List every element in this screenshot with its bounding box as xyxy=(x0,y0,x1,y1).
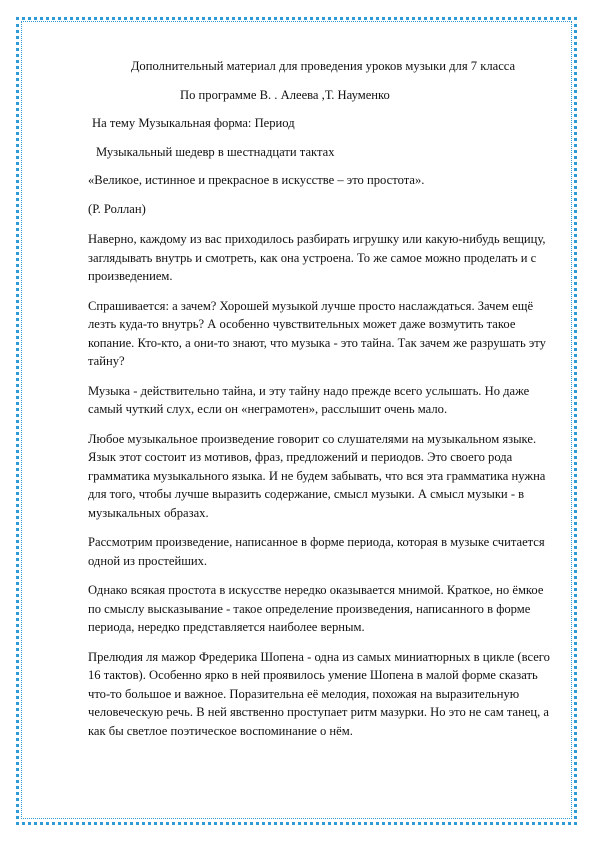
epigraph-author: (Р. Роллан) xyxy=(88,201,146,216)
document-title: Дополнительный материал для проведения уроков музыки для 7 класса xyxy=(130,59,516,73)
paragraph-1: Наверно, каждому из вас приходилось разбирать игрушку или какую-нибудь вещицу, заглядывать внутрь и смотреть, как она устроена. То же самое можно проделать и с произведением. xyxy=(88,232,546,283)
paragraph-3: Музыка - действительно тайна, и эту тайну надо прежде всего услышать. Но даже самый чуткий слух, если он «неграмотен», расслышит очень мало. xyxy=(88,383,530,416)
paragraph-6: Однако всякая простота в искусстве нередко оказывается мнимой. Краткое, но ёмкое по смыслу высказывание - такое определение произведения, написанного в форме периода, нередко представляется наиболее верным. xyxy=(88,583,544,634)
paragraph-7: Прелюдия ля мажор Фредерика Шопена - одна из самых миниатюрных в цикле (всего 16 тактов). Особенно ярко в ней проявилось умение Шопена в малой форме сказать что-то большое и важное. Поразительна её мелодия, похожая на выразительную человеческую речь. В ней явственно проступает ритм мазурки. Но это не сам танец, а как бы светлое поэтическое воспоминание о нём. xyxy=(88,649,550,738)
document-subtitle: Музыкальный шедевр в шестнадцати тактах xyxy=(96,144,335,159)
epigraph-quote: «Великое, истинное и прекрасное в искусстве – это простота». xyxy=(88,173,425,187)
paragraph-5: Рассмотрим произведение, написанное в форме периода, которая в музыке считается одной из простейших. xyxy=(88,535,545,568)
paragraph-2: Спрашивается: а зачем? Хорошей музыкой лучше просто наслаждаться. Зачем ещё лезть куда-то внутрь? А особенно чувствительных может даже возмутить такое копание. Кто-кто, а они-то знают, что музыка - это тайна. Так зачем же разрушать эту тайну? xyxy=(88,298,546,368)
program-line: По программе В. . Алеева ,Т. Науменко xyxy=(180,87,390,102)
paragraph-4: Любое музыкальное произведение говорит со слушателями на музыкальном языке. Язык этот состоит из мотивов, фраз, предложений и периодов. Это своего рода грамматика музыкального языка. И не будем забывать, что вся эта грамматика нужна для того, чтобы лучше выразить содержание, смысл музыки. А смысл музыки - в музыкальных образах. xyxy=(88,431,546,520)
topic-line: На тему Музыкальная форма: Период xyxy=(92,116,295,130)
document-body xyxy=(88,57,558,751)
